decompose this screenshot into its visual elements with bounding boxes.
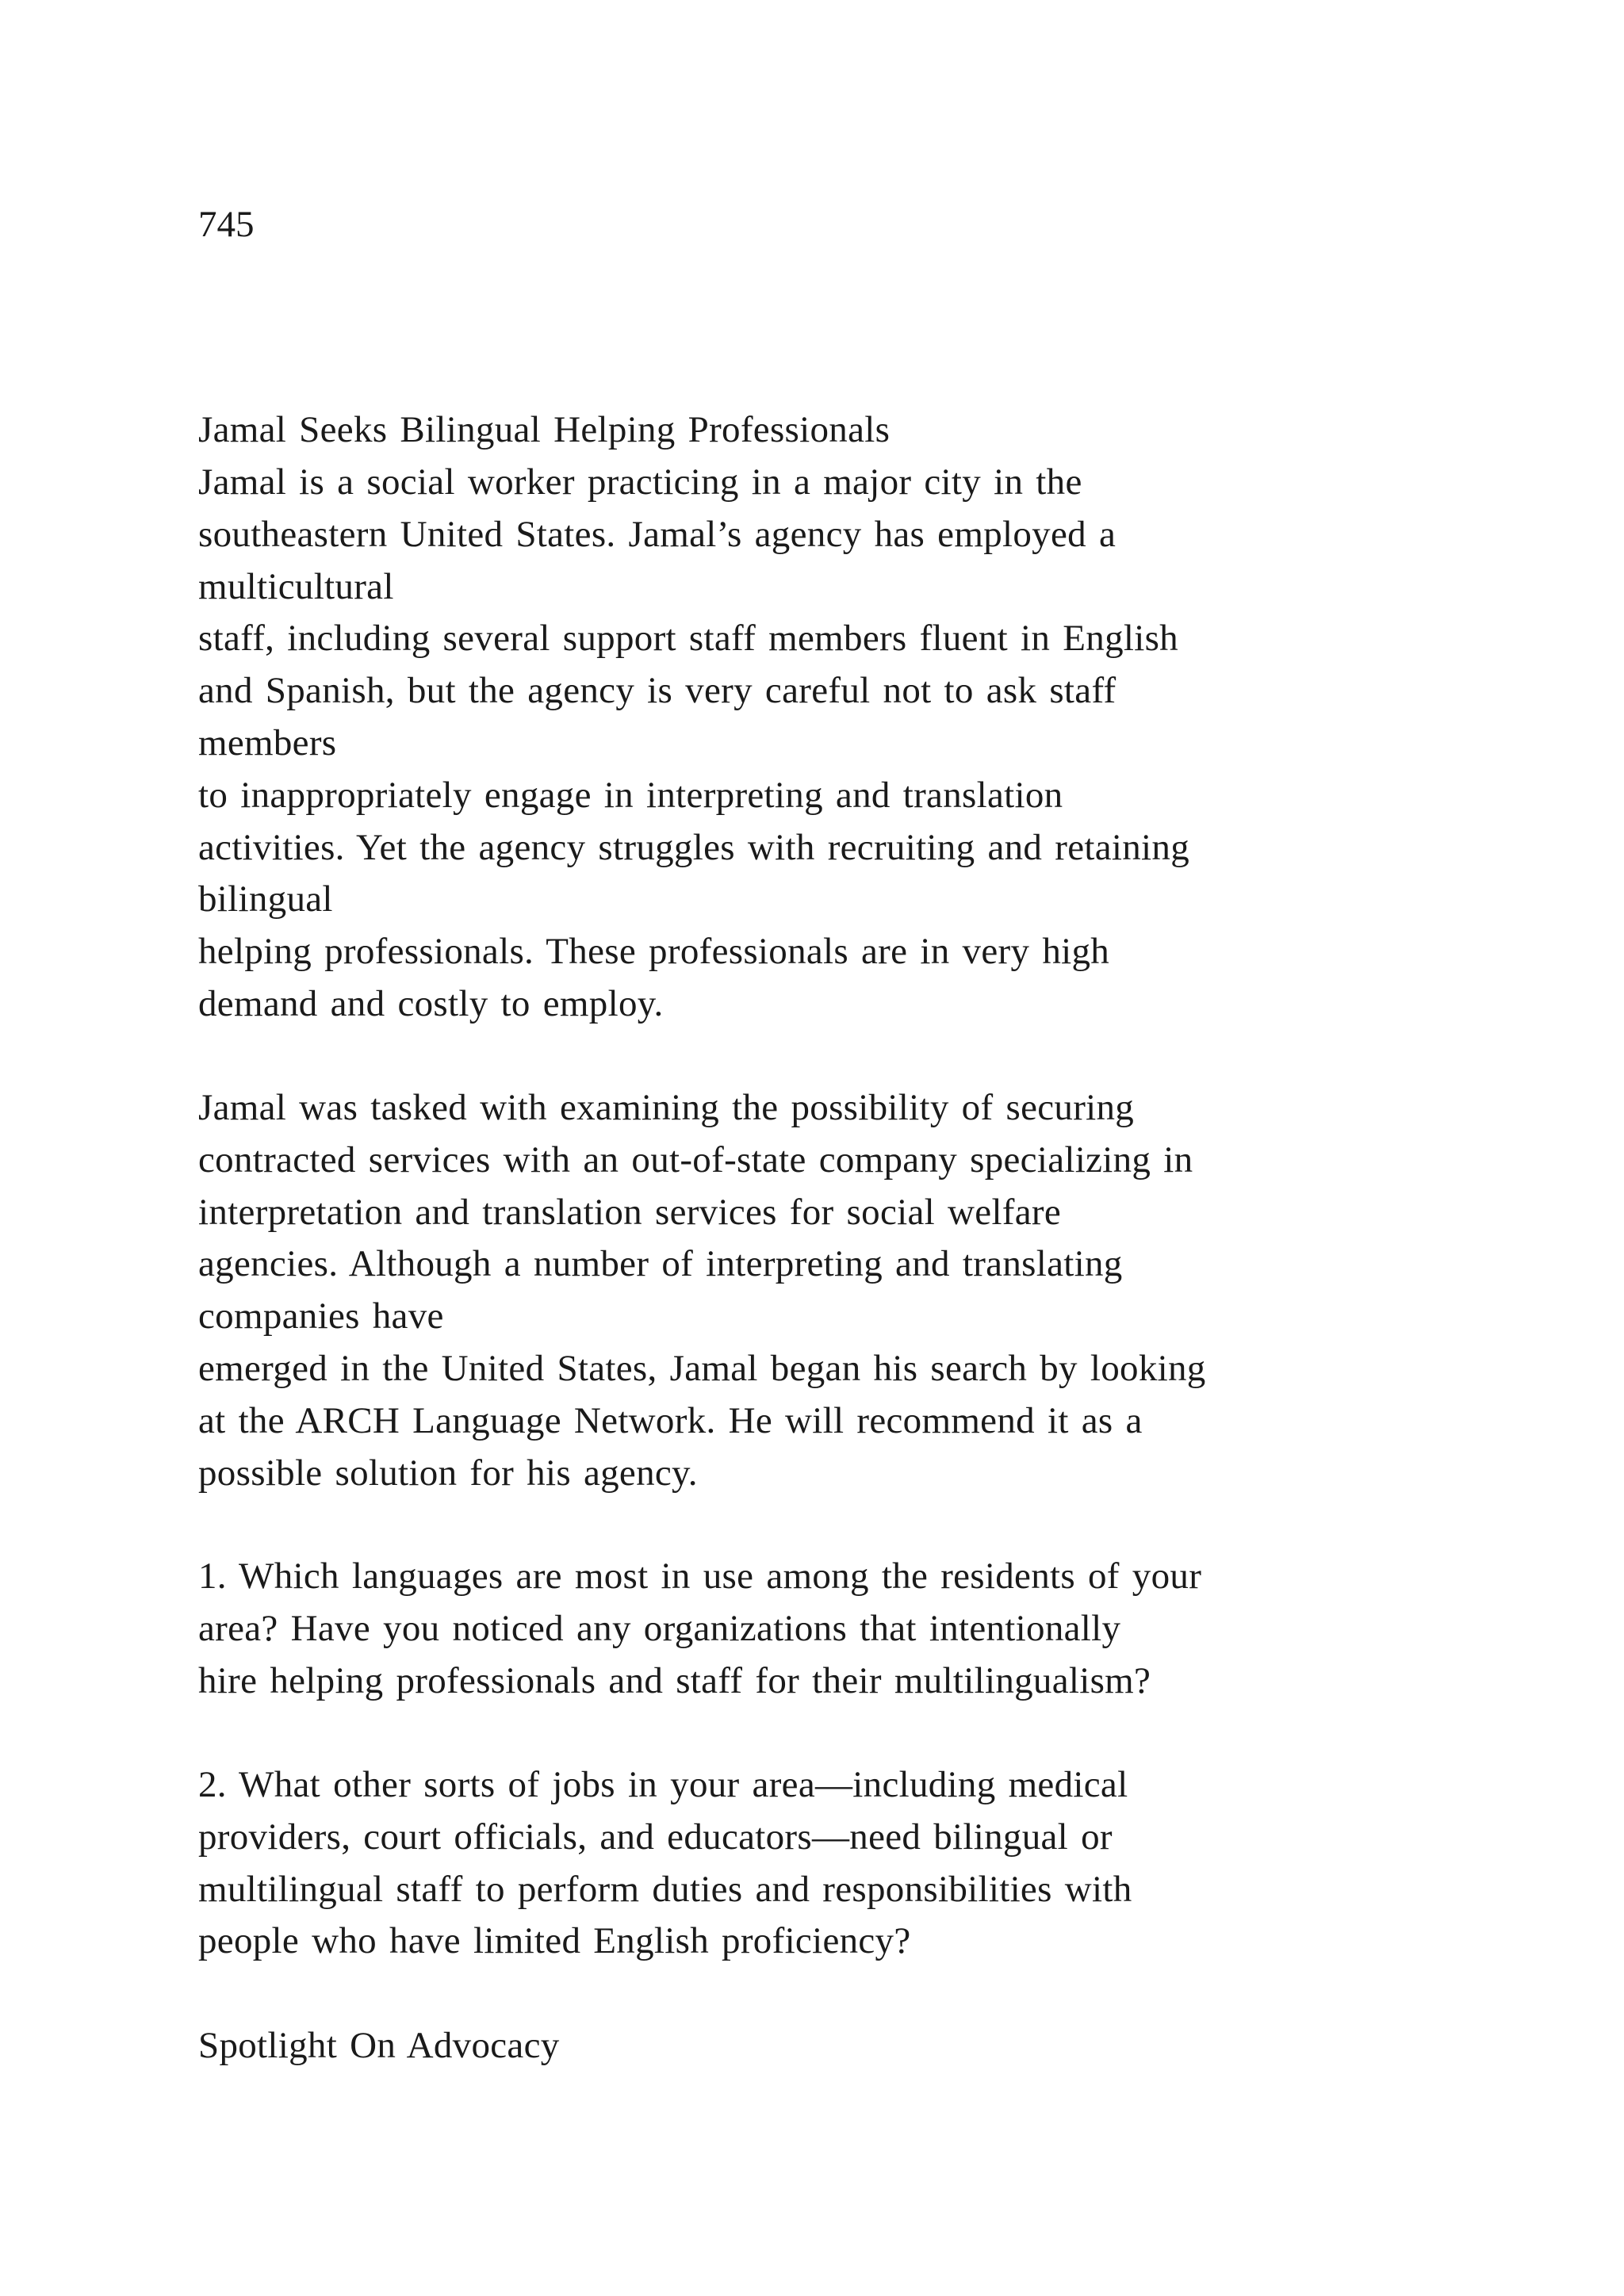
paragraph-1-line: demand and costly to employ. (198, 982, 664, 1024)
paragraph-1-line: to inappropriately engage in interpreting and translation (198, 774, 1063, 816)
case-title: Jamal Seeks Bilingual Helping Professionals (198, 409, 891, 450)
question-1-line: 1. Which languages are most in use among the residents of your (198, 1556, 1202, 1597)
paragraph-2-line: interpretation and translation services for social welfare (198, 1191, 1062, 1233)
paragraph-1 (198, 457, 1189, 1031)
paragraph-1-line: activities. Yet the agency struggles with recruiting and retaining (198, 826, 1190, 868)
question-1-line: hire helping professionals and staff for their multilingualism? (198, 1659, 1151, 1701)
paragraph-1-line: southeastern United States. Jamal’s agency has employed a (198, 513, 1116, 555)
paragraph-2-line: at the ARCH Language Network. He will recommend it as a (198, 1399, 1143, 1441)
question-2-line: 2. What other sorts of jobs in your area—including medical (198, 1764, 1128, 1805)
paragraph-1-line: staff, including several support staff members fluent in English (198, 618, 1178, 660)
paragraph-2-line: contracted services with an out-of-state company specializing in (198, 1138, 1193, 1181)
paragraph-2-line: Jamal was tasked with examining the possibility of securing (198, 1087, 1135, 1128)
question-2-line: people who have limited English proficiency? (198, 1920, 911, 1962)
section-heading-block (198, 2020, 560, 2072)
paragraph-1-line: helping professionals. These professionals are in very high (198, 931, 1110, 973)
paragraph-1-line: members (198, 721, 337, 763)
question-1-line: area? Have you noticed any organizations that intentionally (198, 1607, 1121, 1649)
question-2-line: providers, court officials, and educators—need bilingual or (198, 1816, 1113, 1858)
paragraph-2-line: companies have (198, 1295, 444, 1337)
question-1 (198, 1551, 1201, 1707)
paragraph-1-line: Jamal is a social worker practicing in a major city in the (198, 461, 1082, 503)
page-number: 745 (198, 204, 255, 245)
paragraph-1-line: multicultural (198, 565, 394, 607)
paragraph-2-line: possible solution for his agency. (198, 1452, 698, 1494)
paragraph-2-line: emerged in the United States, Jamal began his search by looking (198, 1347, 1206, 1389)
case-title-block (198, 404, 890, 457)
paragraph-2-line: agencies. Although a number of interpreting and translating (198, 1243, 1123, 1285)
document-page (198, 0, 1530, 2296)
section-heading: Spotlight On Advocacy (198, 2025, 560, 2066)
paragraph-1-line: and Spanish, but the agency is very careful not to ask staff (198, 670, 1116, 712)
question-2 (198, 1759, 1132, 1968)
question-2-line: multilingual staff to perform duties and responsibilities with (198, 1868, 1132, 1910)
paragraph-1-line: bilingual (198, 878, 333, 920)
paragraph-2 (198, 1082, 1206, 1499)
